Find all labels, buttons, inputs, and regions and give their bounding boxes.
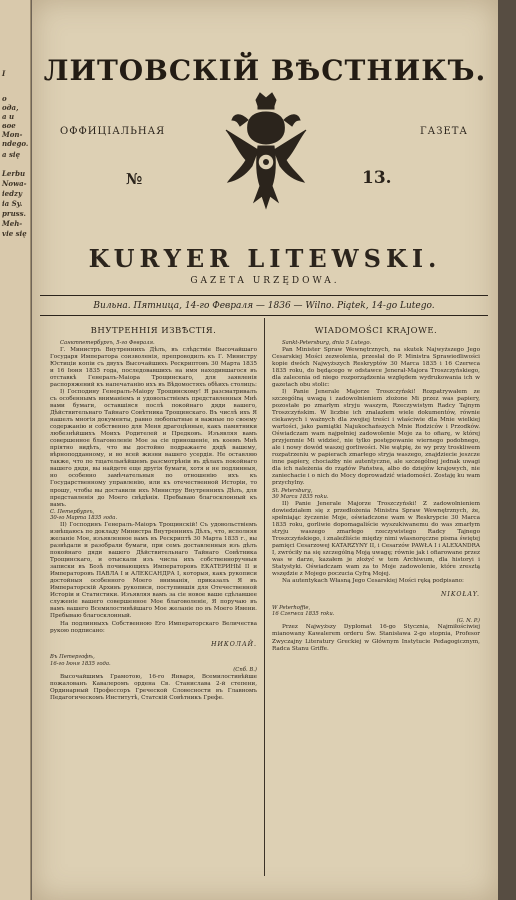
- adjacent-text-fragment: вое: [2, 121, 16, 130]
- rescript-one: I) Panie Jenerale Majorze Troszczyński! Rozpatrywałem ze szczególną uwagą i zadowolnieniem złożone Mi przez was papiery, pozostałe po zmarłym stryju waszym, Rzeczywistym Radcy Tajnym Troszczyńskim. W liczbie ich znalazłem wiele dokumentów, równie ciekawych i ważnych dla zwojiej treści i właściwie dla Mnie wielkiej wartości, jako pamiątki Najukochańszych Mnie Rodziców i Przodków. Oświadczam wam najpełniej zadowolenie Moje za to ofiarę, w której przyjemnie Mi widzieć, nie tylko postępowanie wiernego podobnego, ale i nowy dowód waszej gorliwości. Nie wątpię, że wy przy troskliwem rozpatrzeniu w papierach zmarłego stryja waszego, znajdziecie jeszcze inne papiery, chociażby nie autentyczne, ale szczególnej jednak uwagi dla ich należenia do rządów Państwa, albo do dziejów krajowych, nie zaniechacie i o nich do Mocy doprowadzić wiadomości. Zostaję ku wam przychylny.: [272, 388, 480, 487]
- award-paragraph: Przez Najwyższy Dyplomat 16-go Stycznia, Najmiłościwiej mianowany Kawalerem orderu Św. Stanisława 2-go stopnia, Profesor Zwyczajny Literatury Greckiej w Głównym Instytucie Pedagogicznym, Radca Stanu Griffe.: [272, 624, 480, 652]
- adjacent-text-fragment: a się: [2, 150, 21, 159]
- signature-note: На подлинныхъ Собственною Его Императорскаго Величества рукою подписано:: [50, 620, 257, 634]
- issue-number-sign: №: [126, 170, 143, 188]
- adjacent-page-strip: [0, 0, 31, 900]
- adjacent-text-fragment: iedzy: [2, 189, 23, 198]
- adjacent-text-fragment: vie się: [2, 229, 27, 238]
- russian-column: [50, 326, 257, 702]
- signature-place: W Peterhoffie,: [272, 604, 311, 611]
- rescript-one-date: 30-го Марта 1835 года.: [50, 515, 118, 522]
- adjacent-text-fragment: ndego.: [2, 139, 29, 148]
- adjacent-text-fragment: Mon-: [2, 130, 23, 139]
- column-divider: [264, 318, 265, 876]
- signature: НИКОЛАЙ.: [211, 640, 257, 648]
- masthead-title-russian: ЛИТОВСКІЙ ВѢСТНИКЪ.: [43, 54, 487, 87]
- rescript-one-place: С. Петербургъ,: [50, 508, 95, 515]
- dispatch-header: Sankt-Petersburg, dnia 5 Lutego.: [282, 340, 372, 346]
- rescript-one-date: 30 Marca 1835 roku.: [272, 494, 329, 501]
- newspaper-page: [32, 0, 498, 900]
- signature: NIKOŁAY.: [441, 591, 480, 599]
- gazeta-label: ГАЗЕТА: [420, 126, 468, 137]
- dateline: Вильна. Пятница, 14-го Февраля — 1836 — Wilno. Piątek, 14-go Lutego.: [93, 301, 435, 311]
- rescript-one: I) Господину Генералъ-Маіору Трощинскому! Я разсматривалъ съ особеннымъ вниманіемъ и удовольствіемъ представленныя Мнѣ вами бумаги, оставшіяся послѣ покойнаго дяди вашего, Дѣйствительнаго Тайнаго Совѣтника Трощинскаго. Въ числѣ ихъ Я нашелъ многія документы, равно любопытные и важные по своему содержанію и собственно для Меня драгоцѣнные, какъ памятники любезнѣйшихъ Моихъ Родителей и Предковъ. Изъявляя вамъ совершенное благоволеніе Мое за сіе приношеніе, въ коемъ Мнѣ пріятно видѣть, что вы достойно подражаете дядѣ вашему, вѣрноподданному, и во всей жизни вашего усердія. Не оставляю также, что по тщательнѣйшемъ разсмотрѣніи въ дѣлахъ покойнаго вашего дяди, вы найдете еще другія бумаги, хотя и не подлинныя, но особенно замѣчательныя по отношенію ихъ къ Государственному управленію, или къ отечественной Исторіи, то прошу, чтобы вы доставили ихъ Министру Внутреннихъ Дѣлъ, для представленія до Моего свѣдѣнія. Пребываю благосклонный къ вамъ.: [50, 388, 257, 508]
- rescript-two: II) Господинъ Генералъ-Маіоръ Трощинскій! Съ удовольствіемъ извѣщаюсь по докладу Министра Внутреннихъ Дѣлъ, что, исполняя желаніе Мое, изъявленное вамъ въ Рескриптѣ 30 Марта 1835 г., вы развѣдали и разобрали бумаги, при семъ доставленныя изъ дѣлъ покойнаго дяди вашего Дѣйствительнаго Тайнаго Совѣтника Трощинскаго, и отыскали изъ числа ихъ собственноручныя записки въ Бозѣ почивающихъ Императоровъ ЕКАТЕРИНЫ II и Императоровъ ПАВЛА I и АЛЕКСАНДРА I, которыя, какъ рукописи достойныя особенного Моего вниманія, приказалъ Я въ Императорскій Архивъ рукописи, поступившія для Отечественной Исторіи и Статистики. Изъявляя вамъ за сіе новое ваше сдѣлавшее служеніе вашего совершенное Мое благоволеніе, Я поручаю въ вамъ вашего Всемилостивѣйшаго Мое желаніе по въ Моего Имени. Пребываю благосклонный.: [50, 521, 257, 620]
- article-paragraph: Pan Minister Spraw Wewnętrznych, na skutek Najwyższego Jego Cesarskiej Mości zezwolenia, przesłał do P. Ministra Sprawiedliwości kopie dwóch Najwyższych Reskryptów 30 Marca 1835 i 16 Czerwca 1835 roku, do będącego w odstawce Jenerał-Majora Troszczyńskiego, dla zalecenia od niego rozporządzenia względem wydrukowania ich w gazetach obu stolic:: [272, 346, 480, 388]
- rule-top: [40, 295, 488, 296]
- adjacent-text-fragment: Nowa-: [2, 179, 27, 188]
- polish-column: [272, 326, 480, 653]
- adjacent-text-fragment: а и: [2, 112, 15, 121]
- signature-date: 16-го Іюня 1835 года.: [50, 660, 111, 667]
- award-paragraph: Высочайшимъ Грамотою, 16-го Января, Всемилостивѣйше пожалованъ Кавалеромъ ордена Св. Станислава 2-й степени, Ординарный Профессоръ Греческой Словесности въ Главномъ Педагогическомъ Институтѣ, Статскій Совѣтникъ Грефе.: [50, 673, 257, 701]
- rescript-two: II) Panie Jenerale Majorze Troszczyński! Z zadowolnieniem dowiedziałem się z przedłożenia Ministra Spraw Wewnętrznych, że, spełniając życzenie Moje, oświadczone wam w Reskrypcie 30 Marca 1835 roku, gorliwie dopomagaliście wyszukiwanemu do was zmarłym stryju waszego zmarłego rzeczywistego Radcy Tajnego Troszczyńskiego, i znaleźliście między nimi własnoręczne pisma świętej pamięci Cesarzowej KATARZYNY II, i Cesarzów PAWŁA I i ALEXANDRA I, zwróciły na się szczególną Moją uwagę; równie jak i ofiarowane przez was w darze, kazałem je złożyć w tem Archiwum, dla historyi i Statystyki. Oświadczam wam za to Moje zadowolenie, które zresztą wszędzie z Mojego poczucia Cyfrą Mojej.: [272, 500, 480, 578]
- source-note: (G. N. P.): [456, 617, 480, 624]
- adjacent-text-fragment: I: [2, 69, 6, 78]
- section-title: ВНУТРЕННІЯ ИЗВѢСТІЯ.: [90, 326, 217, 336]
- adjacent-text-fragment: Meh-: [2, 219, 23, 228]
- rule-bottom: [40, 315, 488, 316]
- adjacent-text-fragment: ода,: [2, 103, 19, 112]
- adjacent-text-fragment: pruss.: [2, 209, 26, 218]
- rescript-one-place: St. Petersburg,: [272, 487, 313, 494]
- article-paragraph: Г. Министръ Внутреннихъ Дѣлъ, въ слѣдствіе Высочайшаго Государя Императора соизволенія, препроводилъ къ Г. Министру Юстиціи копіи съ двухъ Высочайшихъ Рескриптовъ 30 Марта 1835 и 16 Іюня 1835 года, последовавшихъ на имя находившагося въ отставкѣ Генералъ-Маіора Трощинскаго, для заявленія распоряжений къ напечатанію ихъ въ Вѣдомостяхъ обѣихъ столицъ:: [50, 346, 257, 388]
- double-headed-eagle-crest-icon: [220, 90, 312, 225]
- section-title: WIADOMOŚCI KRAJOWE.: [314, 326, 438, 336]
- signature-date: 16 Czerwca 1835 roku.: [272, 611, 335, 618]
- source-note: (Спб. В.): [233, 667, 257, 674]
- masthead-title-polish: KURYER LITEWSKI.: [88, 244, 442, 273]
- issue-number: 13.: [362, 168, 392, 188]
- official-label: ОФФИЦІАЛЬНАЯ: [60, 126, 166, 137]
- signature-place: Въ Петергофѣ,: [50, 653, 95, 660]
- signature-note: Na autentykach Własną Jego Cesarskiej Mości ręką podpisano:: [282, 578, 464, 585]
- adjacent-text-fragment: Lerbu: [2, 169, 26, 178]
- background-edge: [498, 0, 516, 900]
- adjacent-text-fragment: о: [2, 94, 7, 103]
- adjacent-text-fragment: ia Sy.: [2, 199, 23, 208]
- masthead-subtitle: GAZETA URZĘDOWA.: [190, 276, 340, 286]
- dispatch-header: Санктпетербургъ, 5-го Февраля.: [60, 340, 155, 346]
